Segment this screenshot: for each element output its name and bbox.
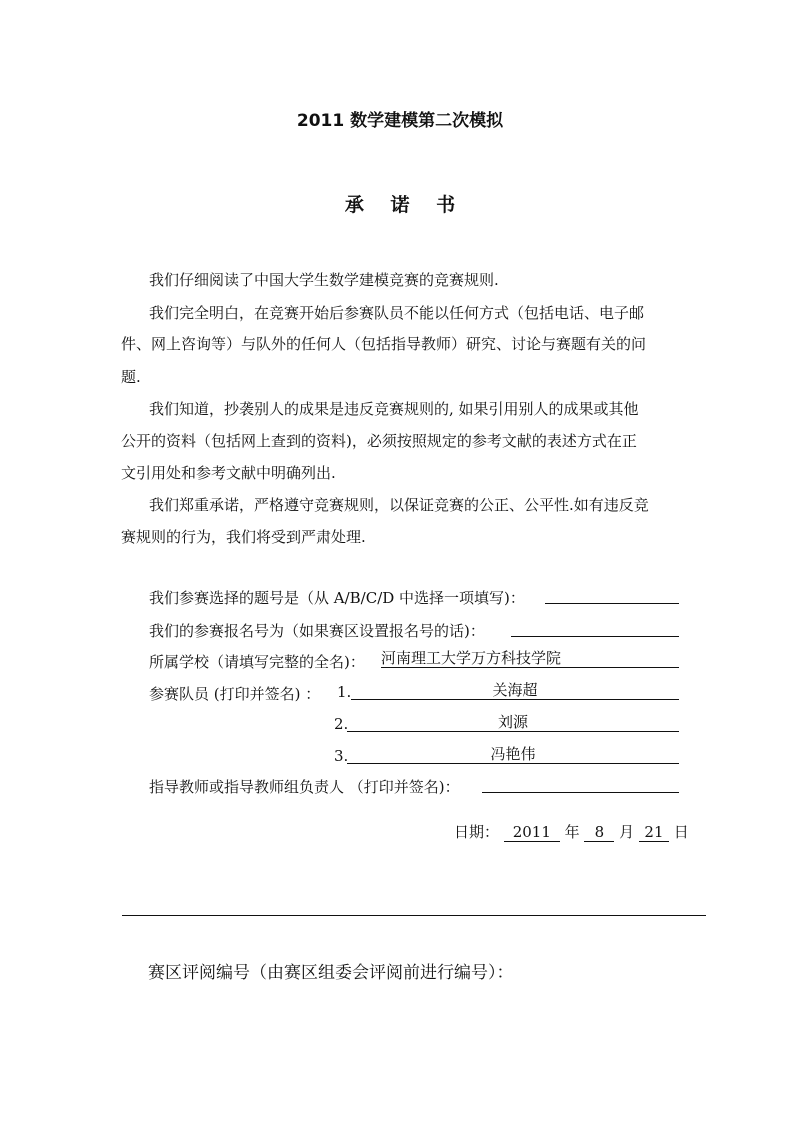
date-month-field[interactable]: 8 xyxy=(584,824,614,842)
heading-char: 书 xyxy=(436,194,456,216)
paragraph-line: 题. xyxy=(121,368,141,386)
date-day-unit: 日 xyxy=(673,823,689,841)
member-number: 2. xyxy=(334,715,349,733)
advisor-field[interactable] xyxy=(482,774,679,793)
date-year-unit: 年 xyxy=(564,823,580,841)
commitment-heading xyxy=(0,190,800,217)
member-name: 刘源 xyxy=(497,713,528,731)
registration-number-label: 我们的参赛报名号为（如果赛区设置报名号的话)： xyxy=(149,622,485,640)
problem-number-field[interactable] xyxy=(545,585,679,604)
paragraph-line: 文引用处和参考文献中明确列出. xyxy=(121,464,336,482)
paragraph-line: 件、网上咨询等）与队外的任何人（包括指导教师）研究、讨论与赛题有关的问 xyxy=(121,335,647,353)
registration-number-field[interactable] xyxy=(511,618,679,637)
member-number: 1. xyxy=(337,683,352,701)
team-members-label: 参赛队员 (打印并签名) ： xyxy=(149,685,321,703)
date-year-field[interactable]: 2011 xyxy=(504,824,560,842)
paragraph-line: 我们知道，抄袭别人的成果是违反竞赛规则的, 如果引用别人的成果或其他 xyxy=(149,400,639,418)
school-name: 河南理工大学万方科技学院 xyxy=(381,649,562,667)
member-name-field[interactable] xyxy=(347,713,679,732)
member-name: 冯艳伟 xyxy=(490,745,536,763)
document-title: 2011 数学建模第二次模拟 xyxy=(296,111,504,131)
member-number: 3. xyxy=(334,747,349,765)
member-name: 关海超 xyxy=(492,681,538,699)
school-label: 所属学校（请填写完整的全名)： xyxy=(149,653,365,671)
paragraph-line: 赛规则的行为，我们将受到严肃处理. xyxy=(121,528,366,546)
problem-number-label: 我们参赛选择的题号是（从 A/B/C/D 中选择一项填写)： xyxy=(149,589,525,607)
heading-char: 承 xyxy=(344,194,364,216)
advisor-label: 指导教师或指导教师组负责人 （打印并签名)： xyxy=(149,778,460,796)
date-label: 日期： xyxy=(454,823,500,841)
paragraph-line: 我们完全明白，在竞赛开始后参赛队员不能以任何方式（包括电话、电子邮 xyxy=(149,304,645,322)
paragraph-line: 我们郑重承诺，严格遵守竞赛规则，以保证竞赛的公正、公平性.如有违反竞 xyxy=(149,496,649,514)
member-name-field[interactable] xyxy=(351,681,679,700)
section-divider xyxy=(122,915,706,916)
date-month-unit: 月 xyxy=(619,823,635,841)
school-field[interactable] xyxy=(381,649,679,668)
date-day-field[interactable]: 21 xyxy=(639,824,669,842)
review-number-label: 赛区评阅编号（由赛区组委会评阅前进行编号）： xyxy=(148,963,514,983)
member-name-field[interactable] xyxy=(347,745,679,764)
date-row xyxy=(454,821,689,842)
paragraph-line: 我们仔细阅读了中国大学生数学建模竞赛的竞赛规则. xyxy=(149,271,499,289)
paragraph-line: 公开的资料（包括网上查到的资料)，必须按照规定的参考文献的表述方式在正 xyxy=(121,432,637,450)
heading-char: 诺 xyxy=(390,194,410,216)
